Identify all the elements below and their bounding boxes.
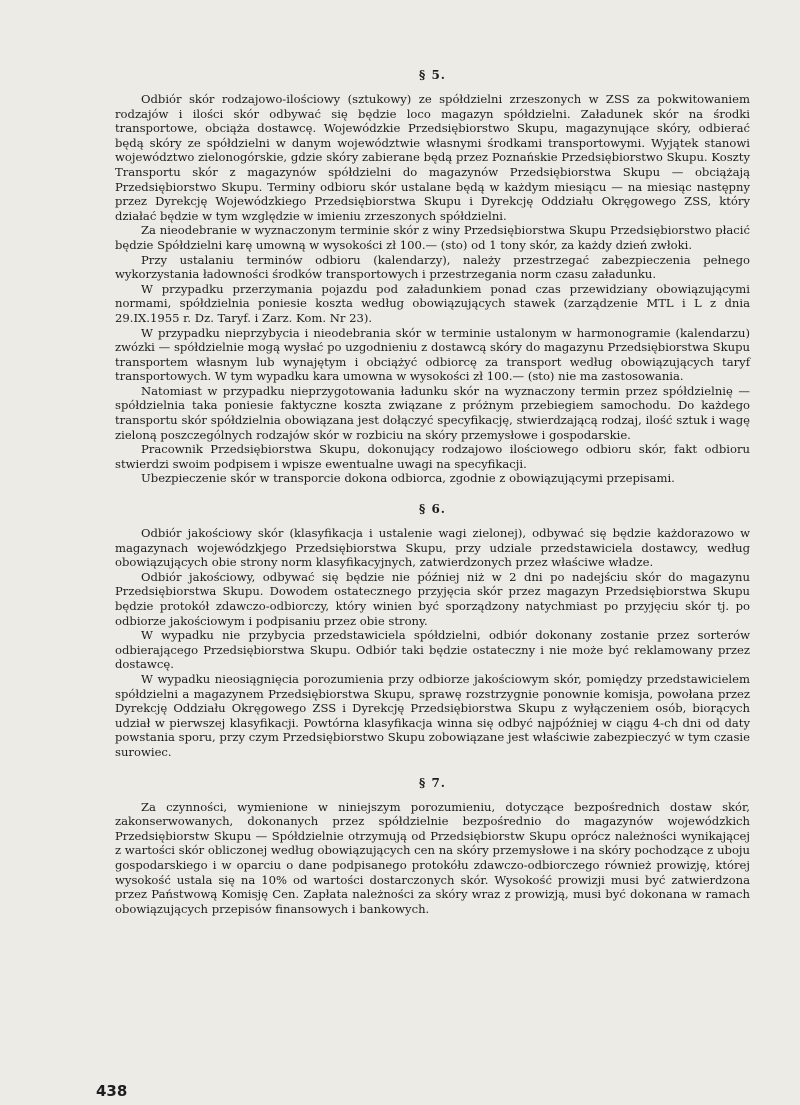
section-title: § 6.	[419, 502, 446, 517]
section-7	[115, 776, 750, 917]
section-title: § 7.	[419, 775, 446, 790]
paragraph: W przypadku nieprzybycia i nieodebrania skór w terminie ustalonym w harmonogramie (kalendarzu) zwózki — spółdzielnie mogą wysłać po uzgodnieniu z dostawcą skóry do magazynu Przedsiębiorstwa Skupu transportem własnym lub wynajętym i obciążyć odbiorcę za transport według obowiązujących taryf transportowych. W tym wypadku kara umowna w wysokości zł 100.— (sto) nie ma zastosowania.	[115, 325, 750, 384]
section-5	[115, 68, 750, 486]
paragraph: Ubezpieczenie skór w transporcie dokona odbiorca, zgodnie z obowiązującymi przepisami.	[141, 471, 675, 486]
paragraph: Przy ustalaniu terminów odbioru (kalendarzy), należy przestrzegać zabezpieczenia pełnego wykorzystania ładowności środków transportowych i przestrzegania norm czasu załadunku.	[115, 252, 750, 282]
paragraph: Za nieodebranie w wyznaczonym terminie skór z winy Przedsiębiorstwa Skupu Przedsiębiorstwo płacić będzie Spółdzielni karę umowną w wysokości zł 100.— (sto) od 1 tony skór, za każdy dzień zwłoki.	[115, 223, 750, 252]
section-title: § 5.	[419, 68, 446, 82]
paragraph: Pracownik Przedsiębiorstwa Skupu, dokonujący rodzajowo ilościowego odbioru skór, fakt odbioru stwierdzi swoim podpisem i wpisze ewentualne uwagi na specyfikacji.	[115, 442, 750, 471]
section-6	[115, 502, 750, 760]
paragraph: W przypadku przerzymania pojazdu pod załadunkiem ponad czas przewidziany obowiązującymi normami, spółdzielnia poniesie koszta według obowiązujących stawek (zarządzenie MTL i L z dnia 29.IX.1955 r. Dz. Taryf. i Zarz. Kom. Nr 23).	[115, 281, 750, 325]
page-number: 438	[96, 1082, 128, 1100]
paragraph: Za czynności, wymienione w niniejszym porozumieniu, dotyczące bezpośrednich dostaw skór, zakonserwowanych, dokonanych przez spółdzielnie bezpośrednio do magazynów wojewódzkich Przedsiębiorstw Skupu — Spółdzielnie otrzymują od Przedsiębiorstw Skupu oprócz należności wynikającej z wartości skór obliczonej według obowiązujących cen na skóry przemysłowe i na skóry pochodzące z uboju gospodarskiego i w oparciu o dane podpisanego protokółu zdawczo-odbiorczego również prowizję, której wysokość ustala się na 10% od wartości dostarczonych skór. Wysokość prowizji musi być zatwierdzona przez Państwową Komisję Cen. Zapłata należności za skóry wraz z prowizją, musi być dokonana w ramach obowiązujących przepisów finansowych i bankowych.	[115, 799, 750, 916]
paragraph: Natomiast w przypadku nieprzygotowania ładunku skór na wyznaczony termin przez spółdzielnię — spółdzielnia taka poniesie faktyczne koszta związane z próżnym przebiegiem samochodu. Do każdego transportu skór spółdzielnia obowiązana jest dołączyć specyfikację, stwierdzającą rodzaj, ilość sztuk i wagę zieloną poszczególnych rodzajów skór w rozbiciu na skóry przemysłowe i gospodarskie.	[115, 383, 750, 442]
paragraph: W wypadku nie przybycia przedstawiciela spółdzielni, odbiór dokonany zostanie przez sorterów odbierającego Przedsiębiorstwa Skupu. Odbiór taki będzie ostateczny i nie może być reklamowany przez dostawcę.	[115, 628, 750, 672]
paragraph: Odbiór skór rodzajowo-ilościowy (sztukowy) ze spółdzielni zrzeszonych w ZSS za pokwitowaniem rodzajów i ilości skór odbywać się będzie loco magazyn spółdzielni. Załadunek skór na środki transportowe, obciąża dostawcę. Wojewódzkie Przedsiębiorstwo Skupu, magazynujące skóry, odbierać będą skóry ze spółdzielni w danym województwie własnymi środkami transportowymi. Wyjątek stanowi województwo zielonogórskie, gdzie skóry zabierane będą przez Poznańskie Przedsiębiorstwo Skupu. Koszty Transportu skór z magazynów spółdzielni do magazynów Przedsiębiorstwa Skupu — obciążają Przedsiębiorstwo Skupu. Terminy odbioru skór ustalane będą w każdym miesiącu — na miesiąc następny przez Dyrekcję Wojewódzkiego Przedsiębiorstwa Skupu i Dyrekcję Oddziału Okręgowego ZSS, który działać będzie w tym względzie w imieniu zrzeszonych spółdzielni.	[115, 92, 750, 223]
paragraph: Odbiór jakościowy, odbywać się będzie nie później niż w 2 dni po nadejściu skór do magazynu Przedsiębiorstwa Skupu. Dowodem ostatecznego przyjęcia skór przez magazyn Przedsiębiorstwa Skupu będzie protokół zdawczo-odbiorczy, który winien być sporządzony natychmiast po przyjęciu skór tj. po odbiorze jakościowym i podpisaniu przez obie strony.	[115, 569, 750, 628]
paragraph: Odbiór jakościowy skór (klasyfikacja i ustalenie wagi zielonej), odbywać się będzie każdorazowo w magazynach wojewódzkjego Przedsiębiorstwa Skupu, przy udziale przedstawiciela dostawcy, według obowiązujących obie strony norm klasyfikacyjnych, zatwierdzonych przez właściwe władze.	[115, 526, 750, 570]
paragraph: W wypadku nieosiągnięcia porozumienia przy odbiorze jakościowym skór, pomiędzy przedstawicielem spółdzielni a magazynem Przedsiębiorstwa Skupu, sprawę rozstrzygnie ponownie komisja, powołana przez Dyrekcję Oddziału Okręgowego ZSS i Dyrekcję Przedsiębiorstwa Skupu z wyłączeniem osób, biorących udział w pierwszej klasyfikacji. Powtórna klasyfikacja winna się odbyć najpóźniej w ciągu 4-ch dni od daty powstania sporu, przy czym Przedsiębiorstwo Skupu zobowiązane jest właściwie zabezpieczyć w tym czasie surowiec.	[115, 671, 750, 759]
